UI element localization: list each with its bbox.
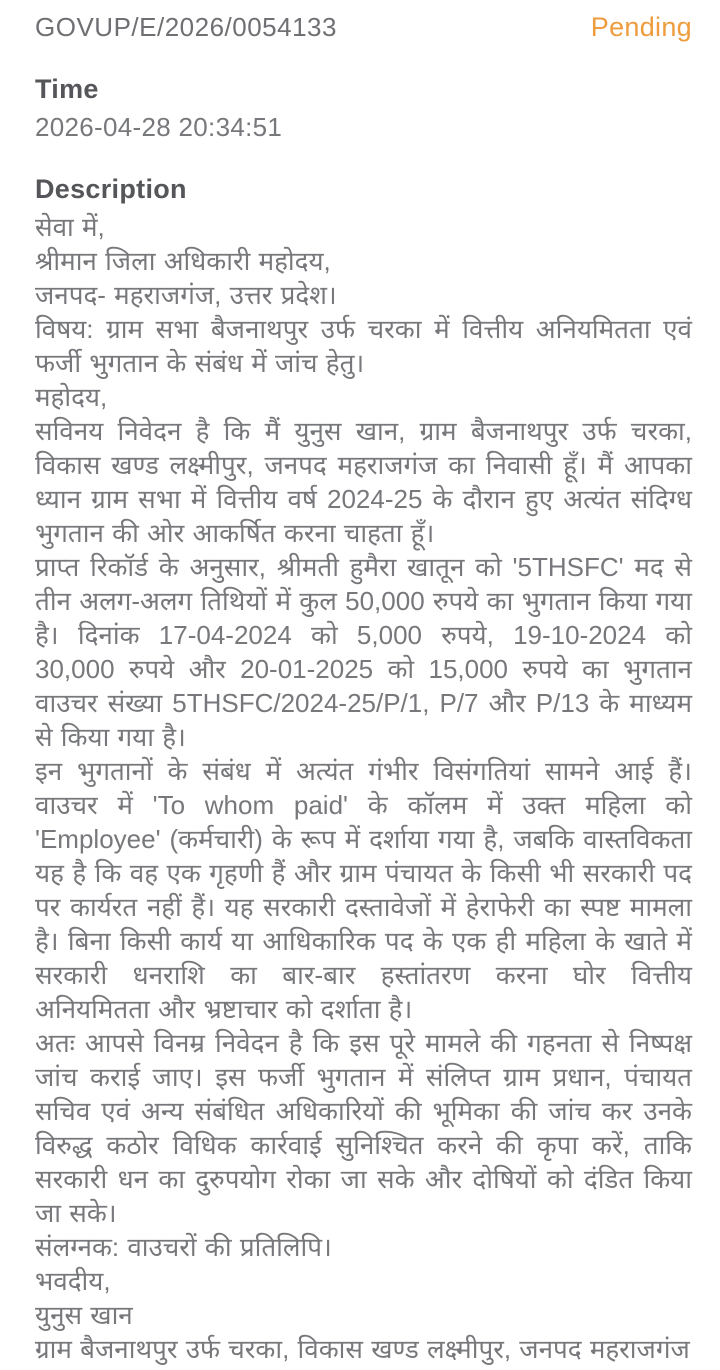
description-paragraph: ग्राम बैजनाथपुर उर्फ चरका, विकास खण्ड लक्ष्मीपुर, जनपद महराजगंज xyxy=(35,1334,690,1364)
description-paragraph: सविनय निवेदन है कि मैं युनुस खान, ग्राम बैजनाथपुर उर्फ चरका, विकास खण्ड लक्ष्मीपुर, जनपद महराजगंज का निवासी हूँ। मैं आपका ध्यान ग्राम सभा में वित्तीय वर्ष 2024-25 के दौरान हुए अत्यंत संदिग्ध भुगतान की ओर आकर्षित करना चाहता हूँ। xyxy=(35,416,692,548)
status-badge: Pending xyxy=(590,12,692,42)
description-section xyxy=(35,174,692,1366)
time-section-heading: Time xyxy=(35,74,99,104)
description-paragraph: सेवा में, xyxy=(35,212,105,242)
description-paragraph: प्राप्त रिकॉर्ड के अनुसार, श्रीमती हुमैरा खातून को '5THSFC' मद से तीन अलग-अलग तिथियों में कुल 50,000 रुपये का भुगतान किया गया है। दिनांक 17-04-2024 को 5,000 रुपये, 19-10-2024 को 30,000 रुपये और 20-01-2025 को 15,000 रुपये का भुगतान वाउचर संख्या 5THSFC/2024-25/P/1, P/7 और P/13 के माध्यम से किया गया है। xyxy=(35,552,692,752)
time-section xyxy=(35,74,692,143)
description-paragraph: जनपद- महराजगंज, उत्तर प्रदेश। xyxy=(35,280,337,310)
grievance-reference-number: GOVUP/E/2026/0054133 xyxy=(35,12,337,42)
description-section-heading: Description xyxy=(35,174,187,204)
grievance-header-row xyxy=(35,12,692,43)
description-paragraph: संलग्नक: वाउचरों की प्रतिलिपि। xyxy=(35,1232,332,1262)
description-paragraph: श्रीमान जिला अधिकारी महोदय, xyxy=(35,246,331,276)
description-paragraph: इन भुगतानों के संबंध में अत्यंत गंभीर विसंगतियां सामने आई हैं। वाउचर में 'To whom paid' के कॉलम में उक्त महिला को 'Employee' (कर्मचारी) के रूप में दर्शाया गया है, जबकि वास्तविकता यह है कि वह एक गृहणी हैं और ग्राम पंचायत के किसी भी सरकारी पद पर कार्यरत नहीं हैं। यह सरकारी दस्तावेजों में हेराफेरी का स्पष्ट मामला है। बिना किसी कार्य या आधिकारिक पद के एक ही महिला के खाते में सरकारी धनराशि का बार-बार हस्तांतरण करना घोर वित्तीय अनियमितता और भ्रष्टाचार को दर्शाता है। xyxy=(35,756,692,1024)
description-paragraph: अतः आपसे विनम्र निवेदन है कि इस पूरे मामले की गहनता से निष्पक्ष जांच कराई जाए। इस फर्जी भुगतान में संलिप्त ग्राम प्रधान, पंचायत सचिव एवं अन्य संबंधित अधिकारियों की भूमिका की जांच कर उनके विरुद्ध कठोर विधिक कार्रवाई सुनिश्चित करने की कृपा करें, ताकि सरकारी धन का दुरुपयोग रोका जा सके और दोषियों को दंडित किया जा सके। xyxy=(35,1028,692,1228)
description-paragraph: युनुस खान xyxy=(35,1300,133,1330)
time-value: 2026-04-28 20:34:51 xyxy=(35,112,283,142)
description-paragraph: विषय: ग्राम सभा बैजनाथपुर उर्फ चरका में वित्तीय अनियमितता एवं फर्जी भुगतान के संबंध में जांच हेतु। xyxy=(35,314,692,378)
description-paragraph: महोदय, xyxy=(35,382,108,412)
description-paragraph: भवदीय, xyxy=(35,1266,111,1296)
description-body xyxy=(35,210,692,1366)
